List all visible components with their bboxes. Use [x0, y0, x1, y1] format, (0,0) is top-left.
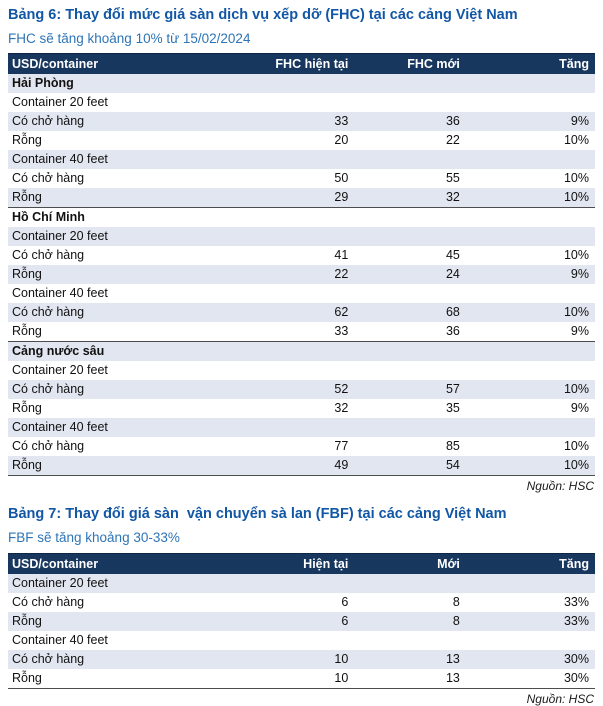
cell-new: 36	[354, 112, 466, 131]
cell-current: 62	[231, 303, 354, 322]
fbf-table	[8, 553, 595, 689]
cell-change: 10%	[563, 439, 589, 454]
row-label: Hải Phòng	[8, 74, 231, 93]
cell-new	[354, 574, 466, 593]
cell-current: 6	[231, 612, 354, 631]
table-row	[8, 322, 595, 342]
cell-new: 45	[445, 248, 460, 263]
cell-change: 30%	[466, 669, 595, 689]
fhc-table-body	[8, 74, 595, 476]
cell-change: 10%	[563, 248, 589, 263]
cell-change: 33%	[466, 612, 595, 631]
column-header-label: USD/container	[8, 54, 231, 75]
cell-new: 54	[354, 456, 466, 476]
table-row	[8, 131, 595, 150]
row-label: Rỗng	[12, 324, 42, 339]
table-row	[8, 208, 595, 228]
table-row	[8, 150, 595, 169]
table6-subtitle: FHC sẽ tăng khoảng 10% từ 15/02/2024	[8, 31, 251, 47]
cell-new: 13	[354, 650, 466, 669]
fhc-table	[8, 53, 595, 476]
cell-change	[466, 74, 595, 93]
cell-current	[231, 631, 354, 650]
table-row	[8, 188, 595, 208]
fbf-table-header	[8, 553, 595, 574]
fhc-table-block	[8, 6, 595, 493]
cell-change: 9%	[570, 324, 589, 339]
table-row	[8, 456, 595, 476]
table-row	[8, 169, 595, 188]
cell-change	[466, 227, 595, 246]
row-label: Có chở hàng	[12, 594, 85, 609]
column-header-1: Hiện tại	[231, 553, 354, 574]
cell-change	[466, 93, 595, 112]
table-row	[8, 93, 595, 112]
table-row	[8, 437, 595, 456]
cell-current	[231, 150, 354, 169]
cell-current: 77	[334, 439, 349, 454]
row-label: Có chở hàng	[8, 303, 231, 322]
cell-current: 49	[231, 456, 354, 476]
cell-change	[466, 284, 595, 303]
cell-change: 10%	[563, 171, 589, 186]
row-label: Có chở hàng	[8, 112, 231, 131]
cell-current: 22	[231, 265, 354, 284]
row-label: Rỗng	[8, 612, 231, 631]
row-label: Container 20 feet	[12, 95, 108, 110]
column-header-1: FHC hiện tại	[231, 54, 354, 75]
cell-current: 10	[231, 650, 354, 669]
cell-new: 8	[452, 594, 460, 609]
row-label: Có chở hàng	[8, 380, 231, 399]
cell-current	[231, 574, 354, 593]
column-header-label: USD/container	[8, 553, 231, 574]
row-label: Container 40 feet	[8, 150, 231, 169]
row-label: Hồ Chí Minh	[8, 208, 231, 228]
cell-new	[354, 74, 466, 93]
table7-source: Nguồn: HSC	[526, 691, 594, 706]
cell-new: 13	[354, 669, 466, 689]
cell-change: 30%	[466, 650, 595, 669]
cell-current: 32	[334, 401, 349, 416]
cell-new: 32	[354, 188, 466, 208]
row-label: Rỗng	[8, 265, 231, 284]
cell-current: 50	[334, 171, 349, 186]
cell-new	[354, 208, 466, 228]
table-row	[8, 593, 595, 612]
row-label: Có chở hàng	[12, 248, 85, 263]
row-label: Rỗng	[12, 133, 42, 148]
column-header-2: Mới	[354, 553, 466, 574]
row-label: Container 20 feet	[8, 227, 231, 246]
cell-change: 10%	[563, 133, 589, 148]
table-row	[8, 112, 595, 131]
column-header-3: Tăng	[466, 54, 595, 75]
row-label: Có chở hàng	[12, 171, 85, 186]
cell-new	[354, 631, 466, 650]
cell-change	[466, 361, 595, 380]
cell-new	[354, 342, 466, 362]
cell-change: 9%	[466, 265, 595, 284]
cell-change: 9%	[466, 112, 595, 131]
cell-change: 10%	[466, 380, 595, 399]
table-row	[8, 631, 595, 650]
cell-new: 8	[354, 612, 466, 631]
fhc-table-header	[8, 54, 595, 75]
table-row	[8, 669, 595, 689]
cell-new: 24	[354, 265, 466, 284]
row-label: Rỗng	[8, 188, 231, 208]
row-label: Container 40 feet	[12, 286, 108, 301]
cell-new	[354, 150, 466, 169]
cell-current	[231, 284, 354, 303]
cell-new	[354, 418, 466, 437]
table-row	[8, 303, 595, 322]
cell-current: 10	[231, 669, 354, 689]
cell-change: 10%	[466, 303, 595, 322]
cell-current	[231, 361, 354, 380]
table-row	[8, 418, 595, 437]
cell-change	[466, 631, 595, 650]
table-row	[8, 612, 595, 631]
row-label: Container 40 feet	[12, 632, 108, 647]
cell-current	[231, 208, 354, 228]
cell-change	[466, 574, 595, 593]
cell-current: 6	[341, 594, 349, 609]
cell-new: 22	[445, 133, 460, 148]
table-row	[8, 246, 595, 265]
row-label: Có chở hàng	[12, 439, 85, 454]
cell-current: 41	[334, 248, 349, 263]
cell-current	[231, 227, 354, 246]
cell-new: 36	[445, 324, 460, 339]
row-label: Container 20 feet	[12, 363, 108, 378]
cell-current: 52	[231, 380, 354, 399]
table-row	[8, 361, 595, 380]
cell-change: 10%	[466, 456, 595, 476]
fbf-table-block	[8, 505, 595, 705]
table6-title: Bảng 6: Thay đổi mức giá sàn dịch vụ xếp dỡ (FHC) tại các cảng Việt Nam	[8, 7, 518, 23]
table-row	[8, 284, 595, 303]
table-row	[8, 74, 595, 93]
table6-source: Nguồn: HSC	[526, 479, 594, 494]
cell-current	[231, 418, 354, 437]
cell-new: 55	[445, 171, 460, 186]
fbf-table-body	[8, 574, 595, 689]
cell-change	[466, 342, 595, 362]
cell-new	[354, 284, 466, 303]
cell-new	[354, 227, 466, 246]
cell-change: 9%	[570, 401, 589, 416]
table-row	[8, 574, 595, 593]
table-row	[8, 342, 595, 362]
cell-current: 29	[231, 188, 354, 208]
cell-change	[466, 418, 595, 437]
row-label: Rỗng	[8, 669, 231, 689]
cell-new: 68	[354, 303, 466, 322]
cell-current: 33	[231, 112, 354, 131]
table7-subtitle: FBF sẽ tăng khoảng 30-33%	[8, 530, 180, 546]
table-row	[8, 650, 595, 669]
cell-current	[231, 342, 354, 362]
table-row	[8, 265, 595, 284]
cell-new: 85	[445, 439, 460, 454]
table7-title: Bảng 7: Thay đổi giá sàn vận chuyển sà lan (FBF) tại các cảng Việt Nam	[8, 506, 507, 523]
table-row	[8, 399, 595, 418]
column-header-2: FHC mới	[354, 54, 466, 75]
cell-change	[466, 208, 595, 228]
row-label: Container 20 feet	[8, 574, 231, 593]
row-label: Rỗng	[8, 456, 231, 476]
row-label: Container 40 feet	[8, 418, 231, 437]
cell-current: 33	[334, 324, 349, 339]
column-header-3: Tăng	[466, 553, 595, 574]
cell-new: 35	[445, 401, 460, 416]
table-row	[8, 380, 595, 399]
cell-current	[231, 93, 354, 112]
cell-change	[466, 150, 595, 169]
row-label: Có chở hàng	[8, 650, 231, 669]
cell-new	[354, 361, 466, 380]
cell-change: 10%	[466, 188, 595, 208]
cell-new	[354, 93, 466, 112]
cell-new: 57	[354, 380, 466, 399]
cell-current	[231, 74, 354, 93]
row-label: Cảng nước sâu	[8, 342, 231, 362]
table-row	[8, 227, 595, 246]
cell-change: 33%	[563, 594, 589, 609]
cell-current: 20	[334, 133, 349, 148]
row-label: Rỗng	[12, 401, 42, 416]
